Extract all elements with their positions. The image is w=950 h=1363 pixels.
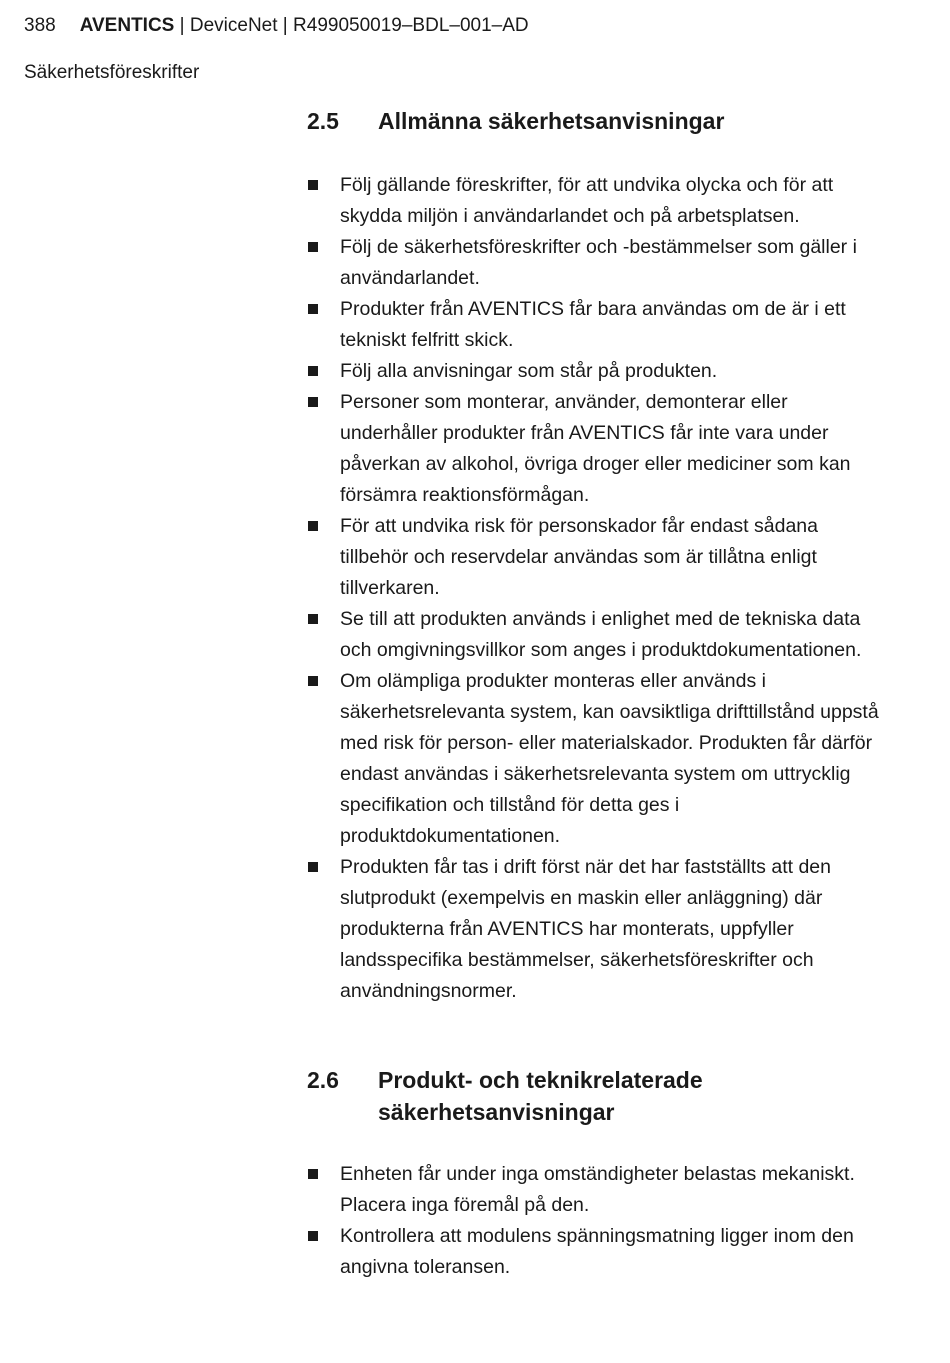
section-title: Produkt- och teknikrelaterade säkerhetsanvisningar [378, 1067, 703, 1125]
section-heading [307, 105, 887, 137]
square-bullet-icon [308, 614, 318, 624]
list-item [307, 170, 887, 232]
square-bullet-icon [308, 1231, 318, 1241]
list-item-text: Produkter från AVENTICS får bara användas om de är i ett tekniskt felfritt skick. [340, 298, 846, 351]
page-number: 388 [24, 15, 56, 36]
bullet-list [307, 1159, 887, 1283]
list-item [307, 604, 887, 666]
section-number: 2.5 [307, 108, 339, 134]
list-item [307, 666, 887, 852]
square-bullet-icon [308, 366, 318, 376]
section-title: Allmänna säkerhetsanvisningar [378, 108, 725, 134]
list-item [307, 511, 887, 604]
list-item-text: Följ de säkerhetsföreskrifter och -bestämmelser som gäller i användarlandet. [340, 236, 857, 289]
bullet-list [307, 170, 887, 1007]
list-item-text: Kontrollera att modulens spänningsmatning ligger inom den angivna toleransen. [340, 1225, 854, 1278]
section-2-5 [307, 105, 887, 1007]
square-bullet-icon [308, 397, 318, 407]
list-item [307, 1159, 887, 1221]
header-separator: | [174, 15, 190, 36]
list-item-text: Personer som monterar, använder, demonterar eller underhåller produkter från AVENTICS får inte vara under påverkan av alkohol, övriga droger eller mediciner som kan försämra reaktionsförmågan. [340, 391, 851, 506]
list-item [307, 387, 887, 511]
list-item [307, 294, 887, 356]
list-item-text: Följ alla anvisningar som står på produkten. [340, 360, 718, 382]
header-separator: | [277, 15, 294, 36]
document-number: R499050019–BDL–001–AD [293, 15, 529, 36]
square-bullet-icon [308, 242, 318, 252]
running-header [24, 12, 529, 40]
square-bullet-icon [308, 521, 318, 531]
list-item [307, 852, 887, 1007]
product-name: DeviceNet [189, 15, 278, 36]
square-bullet-icon [308, 180, 318, 190]
list-item-text: Enheten får under inga omständigheter belastas mekaniskt. Placera inga föremål på den. [340, 1163, 855, 1216]
list-item [307, 232, 887, 294]
list-item-text: För att undvika risk för personskador får endast sådana tillbehör och reservdelar användas som är tillåtna enligt tillverkaren. [340, 515, 818, 599]
square-bullet-icon [308, 676, 318, 686]
list-item [307, 356, 887, 387]
list-item-text: Produkten får tas i drift först när det har fastställts att den slutprodukt (exempelvis en maskin eller anläggning) där produkterna från AVENTICS har monterats, uppfyller landsspecifika bestämmelser, säkerhetsföreskrifter och användningsnormer. [340, 856, 831, 1002]
list-item-text: Följ gällande föreskrifter, för att undvika olycka och för att skydda miljön i användarlandet och på arbetsplatsen. [340, 174, 834, 227]
brand-name: AVENTICS [79, 15, 175, 36]
square-bullet-icon [308, 304, 318, 314]
chapter-label: Säkerhetsföreskrifter [24, 62, 200, 83]
section-heading [307, 1064, 887, 1128]
square-bullet-icon [308, 862, 318, 872]
list-item [307, 1221, 887, 1283]
square-bullet-icon [308, 1169, 318, 1179]
section-2-6 [307, 1064, 887, 1283]
section-number: 2.6 [307, 1067, 339, 1093]
list-item-text: Se till att produkten används i enlighet med de tekniska data och omgivningsvillkor som anges i produktdokumentationen. [340, 608, 862, 661]
list-item-text: Om olämpliga produkter monteras eller används i säkerhetsrelevanta system, kan oavsiktliga drifttillstånd uppstå med risk för person- eller materialskador. Produkten får därför endast användas i säkerhetsrelevanta system om uttrycklig specifikation och tillstånd för detta ges i produktdokumentationen. [340, 670, 879, 847]
